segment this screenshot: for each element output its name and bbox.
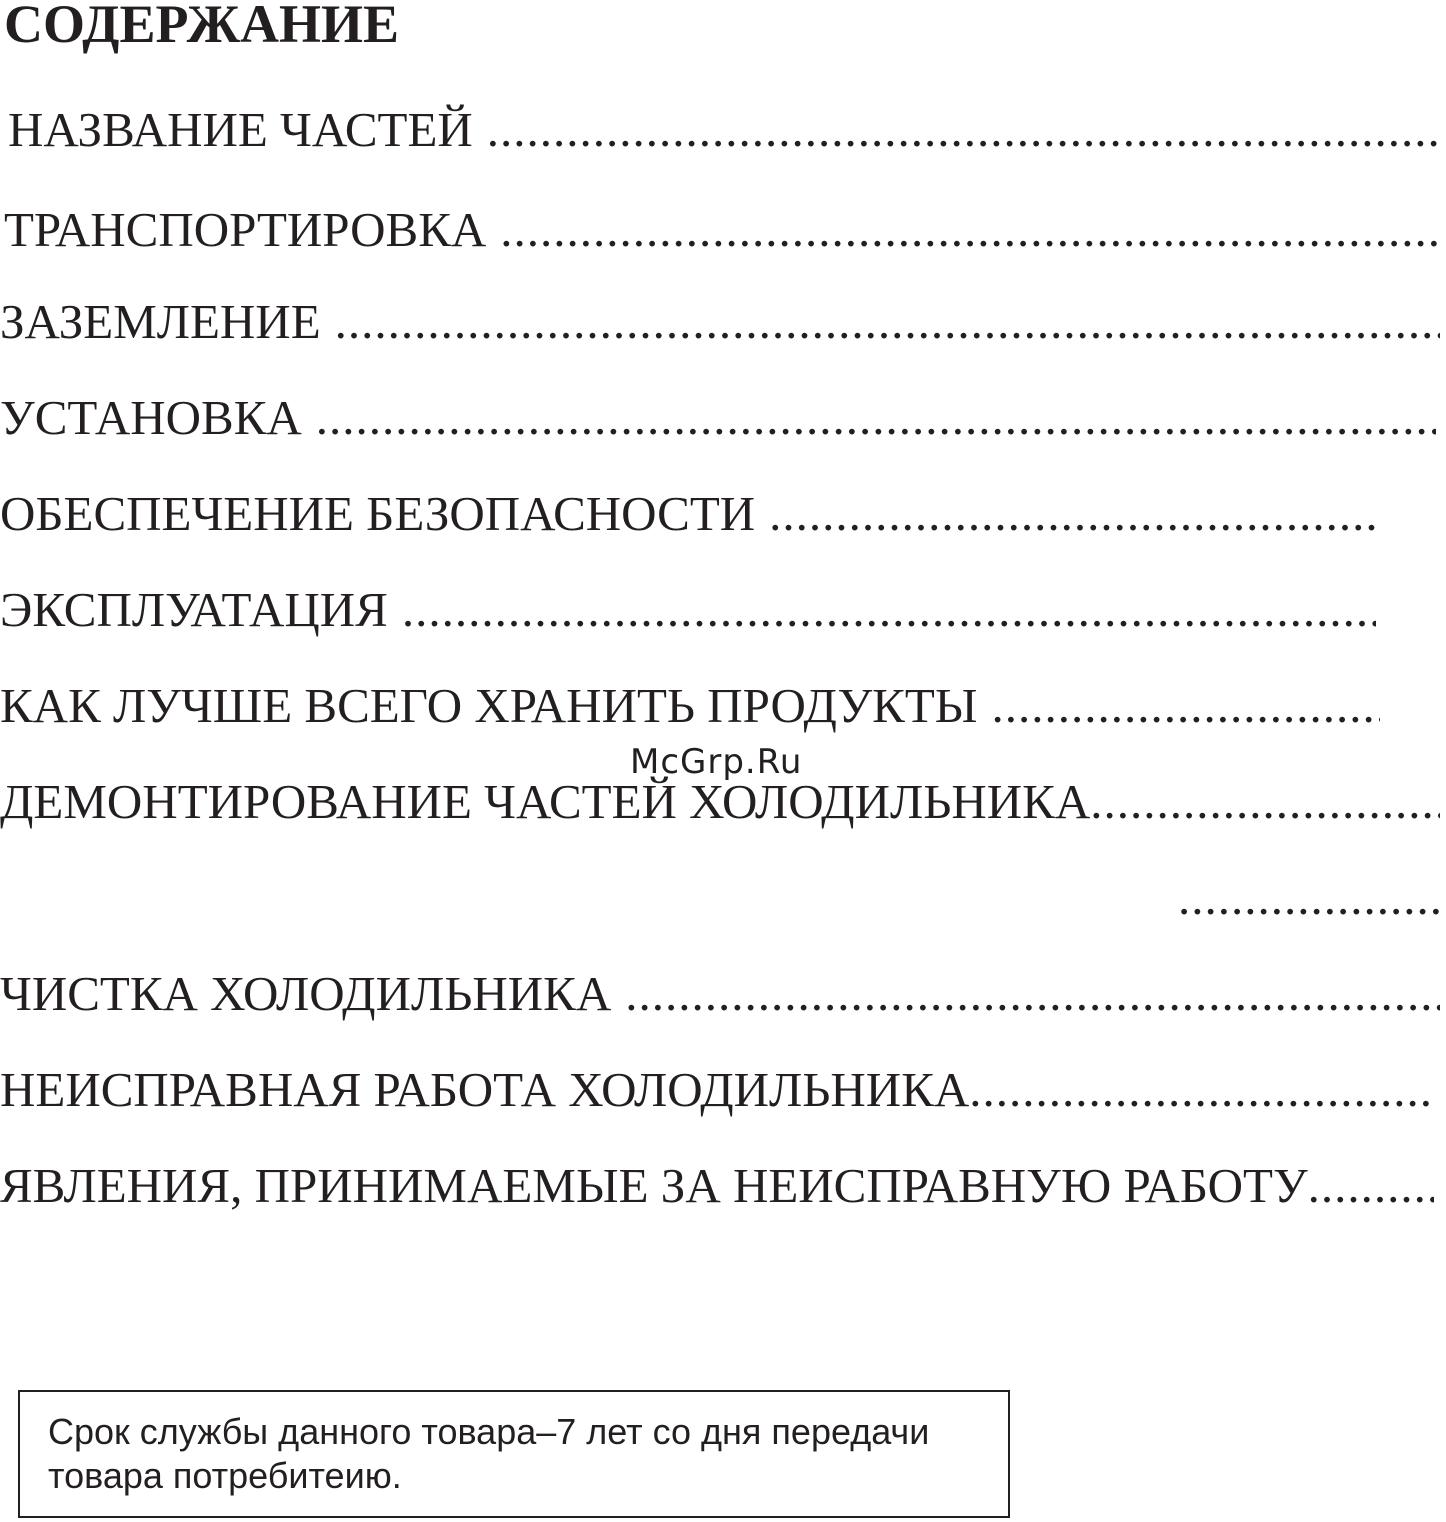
toc-dot-leader [969, 1062, 1434, 1118]
toc-entry-label: ЗАЗЕМЛЕНИЕ [0, 294, 321, 349]
toc-dot-leader [1308, 1158, 1434, 1214]
toc-dot-leader [1090, 774, 1440, 830]
toc-dot-leader [487, 102, 1444, 158]
toc-entry-label: НАЗВАНИЕ ЧАСТЕЙ [8, 102, 473, 157]
toc-entry-transportation [4, 202, 1442, 258]
toc-dot-leader [335, 294, 1440, 350]
toc-dot-leader [625, 966, 1440, 1022]
toc-entry-label: ЧИСТКА ХОЛОДИЛЬНИКА [0, 966, 612, 1021]
toc-entry-label: УСТАНОВКА [0, 390, 302, 445]
toc-entry-label: ТРАНСПОРТИРОВКА [4, 202, 487, 257]
toc-entry-operation [0, 582, 1376, 638]
toc-entry-safety [0, 486, 1376, 542]
toc-dot-leader [769, 486, 1376, 542]
service-life-notice-text: Срок службы данного товара–7 лет со дня передачи товара потребитеию. [48, 1411, 930, 1496]
toc-entry-malfunction [0, 1062, 1434, 1118]
toc-entry-cleaning [0, 966, 1440, 1022]
toc-entry-grounding [0, 294, 1440, 350]
toc-dot-leader [500, 202, 1442, 258]
toc-entry-label: ЯВЛЕНИЯ, ПРИНИМАЕМЫЕ ЗА НЕИСПРАВНУЮ РАБОТУ [0, 1158, 1308, 1213]
toc-entry-false-malfunction [0, 1158, 1434, 1214]
toc-entry-label: ДЕМОНТИРОВАНИЕ ЧАСТЕЙ ХОЛОДИЛЬНИКА [0, 774, 1091, 829]
toc-dot-leader [992, 678, 1380, 734]
page-title: СОДЕРЖАНИЕ [4, 0, 399, 54]
toc-dot-leader [1178, 870, 1440, 926]
toc-dot-leader [402, 582, 1376, 638]
service-life-notice [18, 1390, 1010, 1518]
toc-dot-leader [316, 390, 1436, 446]
toc-entry-part-names [8, 102, 1444, 158]
toc-entry-continuation [1178, 870, 1440, 926]
toc-entry-food-storage [0, 678, 1380, 734]
toc-entry-label: КАК ЛУЧШЕ ВСЕГО ХРАНИТЬ ПРОДУКТЫ [0, 678, 978, 733]
watermark: McGrp.Ru [630, 742, 803, 782]
toc-entry-label: ЭКСПЛУАТАЦИЯ [0, 582, 388, 637]
toc-entry-installation [0, 390, 1436, 446]
toc-entry-label: ОБЕСПЕЧЕНИЕ БЕЗОПАСНОСТИ [0, 486, 756, 541]
toc-entry-label: НЕИСПРАВНАЯ РАБОТА ХОЛОДИЛЬНИКА [0, 1062, 970, 1117]
